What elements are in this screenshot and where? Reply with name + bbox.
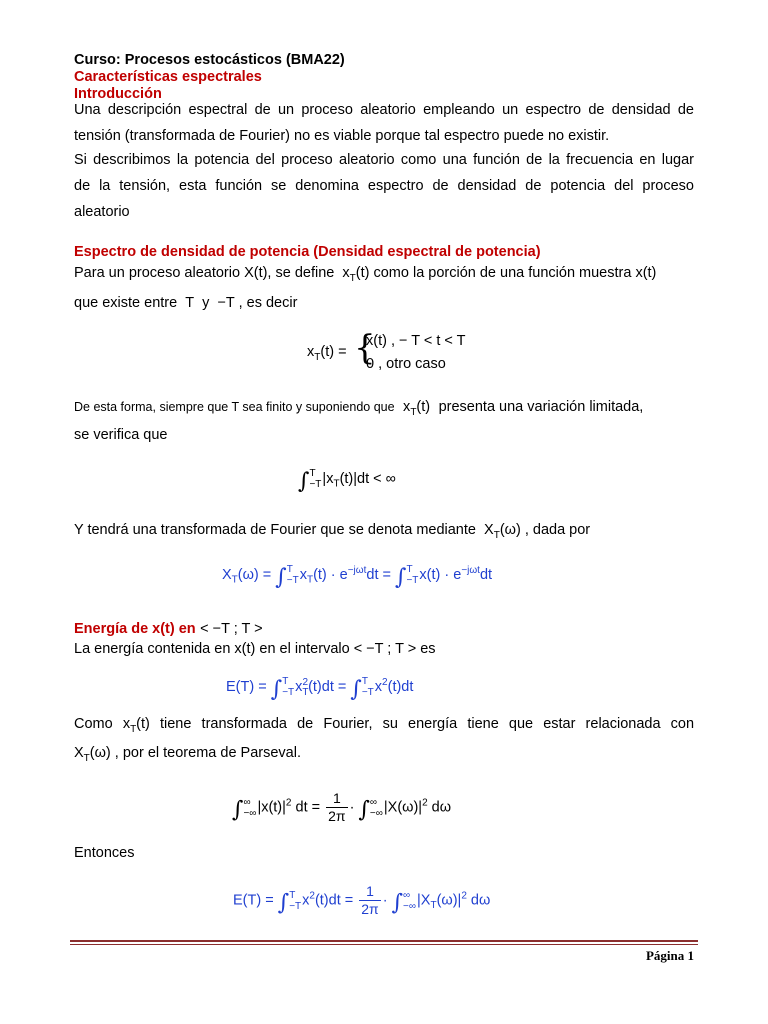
left-brace: { bbox=[354, 328, 376, 368]
energy-title-line bbox=[74, 620, 263, 638]
text-segment: La energía contenida en x(t) en el intervalo bbox=[74, 641, 350, 657]
text-segment: que existe entre bbox=[74, 295, 178, 311]
entonces-text: Entonces bbox=[74, 845, 135, 861]
course-title: Curso: Procesos estocásticos (BMA22) bbox=[74, 52, 345, 68]
psd-interval-line bbox=[74, 295, 297, 311]
subsection-title: Introducción bbox=[74, 86, 162, 102]
XT-symbol: $X_T(\omega)$ bbox=[480, 522, 521, 541]
psd-definition-line bbox=[74, 265, 656, 284]
text-segment: , por el teorema de Parseval. bbox=[114, 745, 301, 761]
text-segment: , es decir bbox=[238, 295, 298, 311]
text-segment: presenta una variación limitada, bbox=[438, 399, 644, 415]
XT-symbol: $X_T(\omega)$ bbox=[74, 745, 111, 764]
psd-title: Espectro de densidad de potencia (Densidad espectral de potencia) bbox=[74, 244, 541, 260]
section-title: Características espectrales bbox=[74, 69, 262, 85]
text-segment: Para un proceso aleatorio X(t), se define bbox=[74, 265, 335, 281]
energy-title: Energía de x(t) en bbox=[74, 621, 196, 637]
fourier-line bbox=[74, 522, 590, 541]
intro-line: aleatorio bbox=[74, 204, 130, 220]
parseval-line-2 bbox=[74, 745, 301, 764]
intro-line: de la tensión, esta función se denomina espectro de densidad de potencia del proceso bbox=[74, 178, 694, 194]
footer-rule bbox=[70, 940, 698, 942]
finite-note-line-2: se verifica que bbox=[74, 427, 168, 443]
page-number: Página 1 bbox=[645, 948, 694, 963]
interval-symbol: T y −T bbox=[181, 295, 235, 311]
interval-symbol: < −T ; T > bbox=[353, 641, 417, 657]
intro-line: tensión (transformada de Fourier) no es viable porque tal espectro puede no existir. bbox=[74, 128, 610, 144]
finite-note-line bbox=[74, 398, 643, 418]
intro-line: Si describimos la potencia del proceso aleatorio como una función de la frecuencia en lugar bbox=[74, 152, 694, 168]
fourier-transform-formula: $X_T(\omega) = \int T$ $-Tx_T(t) \cdot e^{-j\omega t}dt = \int T$ $-Tx(t) \cdot e^{-j\omega t}dt$ bbox=[222, 564, 493, 590]
text-segment: como la porción de una función muestra x(t) bbox=[373, 265, 657, 281]
xT-symbol: $x_T(t)$ bbox=[122, 716, 150, 735]
text-segment: tiene transformada de Fourier, su energía tiene que estar relacionada con bbox=[159, 716, 695, 732]
finite-integral-formula: ∫T $-T|x_T(t)|dt$ < ∞ bbox=[298, 468, 396, 494]
energy-parseval-formula: E(T) = ∫T $-Tx^2(t)dt$ = $\frac{1}{2\pi}$ · ∫∞ $-\infty|X_T(\omega)|^2$ dω bbox=[233, 883, 491, 917]
piecewise-case-1: x(t) , − T < t < T bbox=[366, 333, 466, 349]
text-segment: , dada por bbox=[524, 522, 591, 538]
xT-symbol: $x_T(t)$ bbox=[399, 399, 435, 418]
parseval-line bbox=[74, 711, 694, 743]
piecewise-case-2: 0 , otro caso bbox=[366, 356, 446, 372]
text-segment: Como bbox=[74, 716, 113, 732]
xT-symbol: $x_T(t)$ bbox=[338, 265, 370, 284]
parseval-formula: ∫∞ $-\infty|x(t)|^2$ dt = $\frac{1}{2\pi}$ · ∫∞ $-\infty|X(\omega)|^2$ dω bbox=[232, 790, 452, 824]
piecewise-lhs: $x_T(t)$ = bbox=[307, 344, 347, 363]
text-segment: Y tendrá una transformada de Fourier que se denota mediante bbox=[74, 522, 476, 538]
intro-line: Una descripción espectral de un proceso aleatorio empleando un espectro de densidad de bbox=[74, 102, 694, 118]
energy-line bbox=[74, 641, 436, 657]
text-segment: De esta forma, siempre que T sea finito y suponiendo que bbox=[74, 400, 395, 414]
energy-formula: E(T) = ∫T $-Tx_T^2(t)dt = \int T$ $-Tx^2(t)dt$ bbox=[226, 676, 414, 702]
interval-symbol: < −T ; T > bbox=[200, 621, 263, 637]
text-segment: es bbox=[420, 641, 436, 657]
footer-rule bbox=[70, 944, 698, 945]
